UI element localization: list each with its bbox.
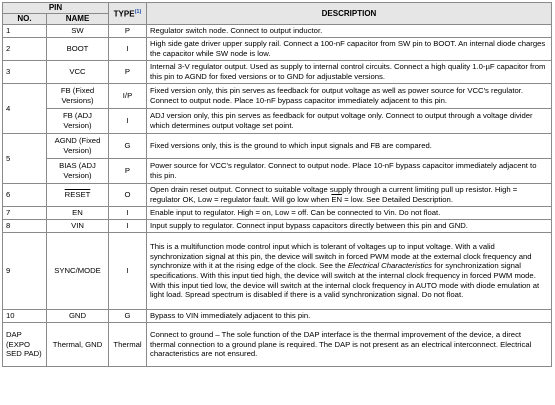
pin-description: Connect to ground – The sole function of the DAP interface is the thermal improvement of the device, a direct thermal connection to a ground plane is required. The DAP is not present as an electrical interconnect. Electrical characteristics are not ensured. — [147, 323, 552, 367]
pin-name: BOOT — [47, 38, 109, 61]
pin-no: 4 — [3, 84, 47, 134]
pin-no: 6 — [3, 184, 47, 207]
pin-type: I/P — [109, 84, 147, 109]
pin-type: I — [109, 207, 147, 220]
desc-text: Open drain reset output. Connect to suitable voltage supply through a current limiting pull up resistor. High = regulator OK, Low = regulator fault. Will go low when — [150, 185, 518, 204]
pin-name: GND — [47, 310, 109, 323]
header-type-label: TYPE — [113, 9, 135, 19]
pin-name: EN — [47, 207, 109, 220]
header-description: DESCRIPTION — [147, 3, 552, 25]
pin-type: O — [109, 184, 147, 207]
pin-type: I — [109, 109, 147, 134]
table-row — [3, 84, 552, 109]
pin-description: Fixed version only, this pin serves as feedback for output voltage as well as power source for VCC's regulator. Connect to output node. Place 10-nF bypass capacitor immediately adjacent to this pin. — [147, 84, 552, 109]
header-type-footnote-link[interactable]: (1) — [134, 8, 142, 15]
pin-no: DAP (EXPO SED PAD) — [3, 323, 47, 367]
pin-no: 5 — [3, 134, 47, 184]
table-row — [3, 220, 552, 233]
table-row — [3, 233, 552, 310]
header-name: NAME — [47, 14, 109, 25]
pin-description: Input supply to regulator. Connect input bypass capacitors directly between this pin and GND. — [147, 220, 552, 233]
desc-text: This is a multifunction mode control input which is tolerant of voltages up to input voltage. With a valid synchronization signal at this pin, the device will switch in forced PWM mode at the external clock frequency and synchronize with it at the rising edge of the clock. See the — [150, 242, 532, 271]
pin-functions-table — [2, 2, 552, 367]
pin-description — [147, 233, 552, 310]
electrical-characteristics-link[interactable]: Electrical Characteristics — [347, 261, 433, 271]
pin-type: P — [109, 159, 147, 184]
pin-no: 10 — [3, 310, 47, 323]
pin-type: G — [109, 310, 147, 323]
pin-description: High side gate driver upper supply rail. Connect a 100-nF capacitor from SW pin to BOOT. An internal diode charges the capacitor while SW node is low. — [147, 38, 552, 61]
pin-description: ADJ version only, this pin serves as feedback for output voltage only. Connect to output through a voltage divider which determines output voltage set point. — [147, 109, 552, 134]
desc-text: for synchronization signal specifications. With this input tied high, the device will switch at the internal clock frequency in forced PWM mode. With this input tied low, the device will switch at the internal clock frequency in AUTO mode with diode emulation at light load. Spread spectrum is disabled if there is a valid synchronization signal. Do not float. — [150, 261, 540, 300]
pin-type: G — [109, 134, 147, 159]
table-row — [3, 323, 552, 367]
pin-name: FB (ADJ Version) — [47, 109, 109, 134]
pin-no: 8 — [3, 220, 47, 233]
table-row — [3, 109, 552, 134]
pin-type: I — [109, 233, 147, 310]
header-type — [109, 3, 147, 25]
pin-description: Internal 3-V regulator output. Used as supply to internal control circuits. Connect a high quality 1.0-µF capacitor from this pin to AGND for fixed versions or to GND for adjustable versions. — [147, 61, 552, 84]
header-pin: PIN — [3, 3, 109, 14]
header-no: NO. — [3, 14, 47, 25]
pin-type: I — [109, 220, 147, 233]
pin-description — [147, 184, 552, 207]
pin-name-reset: RESET — [64, 190, 91, 200]
pin-no: 2 — [3, 38, 47, 61]
table-row — [3, 159, 552, 184]
pin-type: P — [109, 25, 147, 38]
pin-name: SW — [47, 25, 109, 38]
table-row — [3, 134, 552, 159]
pin-type: Thermal — [109, 323, 147, 367]
pin-description: Fixed versions only, this is the ground to which input signals and FB are compared. — [147, 134, 552, 159]
pin-name: Thermal, GND — [47, 323, 109, 367]
pin-name: VIN — [47, 220, 109, 233]
table-row — [3, 61, 552, 84]
pin-name: AGND (Fixed Version) — [47, 134, 109, 159]
table-row — [3, 184, 552, 207]
pin-no: 9 — [3, 233, 47, 310]
pin-no: 7 — [3, 207, 47, 220]
table-row — [3, 25, 552, 38]
pin-description: Enable input to regulator. High = on, Low = off. Can be connected to Vin. Do not float. — [147, 207, 552, 220]
table-row — [3, 310, 552, 323]
pin-no: 3 — [3, 61, 47, 84]
desc-text: = low. See Detailed Description. — [342, 195, 453, 204]
pin-description: Power source for VCC's regulator. Connect to output node. Place 10-nF bypass capacitor immediately adjacent to this pin. — [147, 159, 552, 184]
pin-type: P — [109, 61, 147, 84]
table-row — [3, 38, 552, 61]
table-row — [3, 207, 552, 220]
pin-name — [47, 184, 109, 207]
pin-type: I — [109, 38, 147, 61]
pin-description: Regulator switch node. Connect to output inductor. — [147, 25, 552, 38]
pin-no: 1 — [3, 25, 47, 38]
pin-description: Bypass to VIN immediately adjacent to this pin. — [147, 310, 552, 323]
pin-name: VCC — [47, 61, 109, 84]
pin-name: FB (Fixed Versions) — [47, 84, 109, 109]
pin-name: SYNC/MODE — [47, 233, 109, 310]
desc-en-bar: $\overline{EN}$ — [331, 195, 343, 204]
pin-name: BIAS (ADJ Version) — [47, 159, 109, 184]
